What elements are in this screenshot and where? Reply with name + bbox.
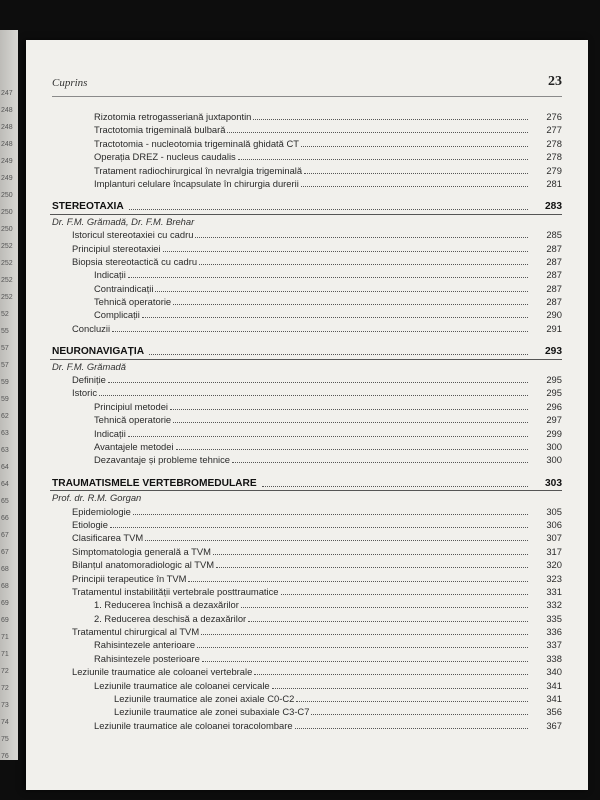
margin-page-number: 250	[1, 226, 13, 233]
toc-dot-leader	[173, 422, 528, 423]
toc-dot-leader	[227, 132, 528, 133]
toc-entry-title: Biopsia stereotactică cu cadru	[72, 255, 198, 267]
toc-entry	[50, 242, 562, 255]
toc-section-heading	[50, 345, 562, 358]
toc-page-number: 297	[546, 414, 562, 426]
margin-page-number: 252	[1, 243, 13, 250]
toc-page-number: 367	[546, 719, 562, 731]
toc-dot-leader	[213, 554, 528, 555]
toc-page-number: 290	[546, 309, 562, 321]
toc-page-number: 293	[545, 346, 562, 358]
toc-entry-title: Dr. F.M. Grămadă, Dr. F.M. Brehar	[52, 215, 195, 227]
toc-page-number: 281	[546, 177, 562, 189]
toc-page-number: 296	[546, 400, 562, 412]
toc-entry	[50, 518, 562, 531]
toc-page-number: 291	[546, 322, 562, 334]
book-page	[26, 40, 588, 790]
margin-page-number: 252	[1, 294, 13, 301]
toc-entry-title: Rahisintezele anterioare	[94, 639, 196, 651]
toc-dot-leader	[163, 251, 528, 252]
toc-dot-leader	[301, 186, 528, 187]
toc-entry-title: Tratamentul chirurgical al TVM	[72, 626, 200, 638]
toc-page-number: 300	[546, 454, 562, 466]
toc-entry-title: Leziunile traumatice ale coloanei vertebrale	[72, 666, 253, 678]
toc-dot-leader	[99, 395, 528, 396]
toc-page-number: 305	[546, 505, 562, 517]
toc-dot-leader	[232, 462, 528, 463]
toc-entry-title: STEREOTAXIA	[52, 201, 124, 213]
toc-dot-leader	[253, 119, 528, 120]
toc-entry-title: TRAUMATISMELE VERTEBROMEDULARE	[52, 477, 257, 489]
toc-page-number: 335	[546, 612, 562, 624]
toc-page-number: 300	[546, 440, 562, 452]
toc-entry-title: Rizotomia retrogasseriană juxtapontin	[94, 111, 252, 122]
toc-entry	[50, 558, 562, 571]
toc-entry	[50, 268, 562, 281]
toc-dot-leader	[188, 581, 528, 582]
toc-page-number: 283	[545, 201, 562, 213]
section-gap	[50, 335, 562, 345]
margin-page-number: 57	[1, 345, 9, 352]
margin-page-number: 64	[1, 481, 9, 488]
toc-dot-leader	[195, 237, 528, 238]
toc-dot-leader	[254, 674, 528, 675]
toc-entry-title: Epidemiologie	[72, 505, 131, 517]
toc-page-number: 331	[546, 585, 562, 597]
toc-entry	[50, 719, 562, 732]
toc-entry-title: Tehnică operatorie	[94, 414, 172, 426]
toc-dot-leader	[176, 449, 528, 450]
margin-page-number: 248	[1, 107, 13, 114]
toc-dot-leader	[142, 317, 528, 318]
toc-entry	[50, 295, 562, 308]
toc-entry	[50, 692, 562, 705]
toc-dot-leader	[296, 701, 528, 702]
toc-page-number: 295	[546, 387, 562, 399]
toc-page-number: 341	[546, 693, 562, 705]
toc-dot-leader	[128, 277, 528, 278]
toc-entry-title: 2. Reducerea deschisă a dezaxărilor	[94, 612, 247, 624]
toc-entry	[50, 572, 562, 585]
margin-page-number: 71	[1, 634, 9, 641]
previous-page-edge	[0, 30, 18, 760]
toc-dot-leader	[129, 209, 528, 210]
toc-dot-leader	[248, 621, 528, 622]
margin-page-number: 75	[1, 736, 9, 743]
toc-page-number: 306	[546, 518, 562, 530]
toc-entry	[50, 638, 562, 651]
margin-page-number: 55	[1, 328, 9, 335]
toc-entry-title: Etiologie	[72, 518, 108, 530]
margin-page-number: 249	[1, 158, 13, 165]
toc-entry-title: Complicații	[94, 309, 140, 321]
section-gap	[50, 190, 562, 200]
toc-entry	[50, 400, 562, 413]
toc-page-number: 287	[546, 242, 562, 254]
toc-entry	[50, 110, 562, 123]
toc-entry	[50, 123, 562, 136]
toc-page-number: 341	[546, 679, 562, 691]
toc-entry-title: Principii terapeutice în TVM	[72, 572, 187, 584]
toc-dot-leader	[241, 607, 528, 608]
toc-entry	[50, 598, 562, 611]
toc-dot-leader	[238, 159, 528, 160]
toc-dot-leader	[170, 409, 528, 410]
toc-entry-title: Rahisintezele posterioare	[94, 652, 200, 664]
margin-page-number: 65	[1, 498, 9, 505]
toc-dot-leader	[202, 661, 528, 662]
toc-entry	[50, 585, 562, 598]
toc-page-number: 278	[546, 137, 562, 149]
toc-page-number: 320	[546, 559, 562, 571]
margin-page-number: 69	[1, 600, 9, 607]
toc-dot-leader	[295, 728, 528, 729]
toc-entry-title: Tratament radiochirurgical în nevralgia trigeminală	[94, 164, 303, 176]
toc-dot-leader	[304, 173, 528, 174]
toc-page-number: 307	[546, 532, 562, 544]
toc-entry-title: Prof. dr. R.M. Gorgan	[52, 492, 142, 504]
toc-entry	[50, 386, 562, 399]
margin-page-number: 52	[1, 311, 9, 318]
toc-entry	[50, 150, 562, 163]
toc-dot-leader	[173, 304, 528, 305]
toc-page-number: 287	[546, 282, 562, 294]
margin-page-number: 68	[1, 566, 9, 573]
toc-entry	[50, 679, 562, 692]
toc-entry	[50, 228, 562, 241]
toc-entry	[50, 164, 562, 177]
margin-page-number: 72	[1, 685, 9, 692]
toc-page-number: 323	[546, 572, 562, 584]
toc-dot-leader	[301, 146, 528, 147]
toc-entry-title: Clasificarea TVM	[72, 532, 144, 544]
margin-page-number: 248	[1, 141, 13, 148]
toc-entry-title: Tehnică operatorie	[94, 296, 172, 308]
toc-dot-leader	[201, 634, 528, 635]
toc-page-number: 340	[546, 666, 562, 678]
toc-page-number: 287	[546, 255, 562, 267]
page-number: 23	[548, 74, 562, 89]
toc-entry-title: Indicații	[94, 427, 126, 439]
toc-entry-title: Indicații	[94, 269, 126, 281]
toc-entry	[50, 413, 562, 426]
toc-entry	[50, 612, 562, 625]
toc-page-number: 336	[546, 626, 562, 638]
toc-dot-leader	[110, 527, 528, 528]
margin-page-number: 64	[1, 464, 9, 471]
toc-entry-title: Dr. F.M. Grămadă	[52, 360, 126, 372]
toc-page-number: 303	[545, 477, 562, 489]
margin-page-number: 67	[1, 532, 9, 539]
margin-page-number: 59	[1, 379, 9, 386]
toc-page-number: 356	[546, 706, 562, 718]
margin-page-number: 250	[1, 209, 13, 216]
section-gap	[50, 467, 562, 477]
toc-entry-title: Principiul stereotaxiei	[72, 242, 161, 254]
toc-entry	[50, 177, 562, 190]
toc-section-heading	[50, 477, 562, 490]
toc-entry	[50, 531, 562, 544]
toc-entry-title: Istoric	[72, 387, 98, 399]
margin-page-number: 252	[1, 260, 13, 267]
toc-page-number: 317	[546, 545, 562, 557]
toc-entry-title: Leziunile traumatice ale zonei axiale C0-C2	[114, 693, 295, 705]
toc-dot-leader	[281, 594, 528, 595]
toc-page-number: 299	[546, 427, 562, 439]
margin-page-number: 63	[1, 447, 9, 454]
toc-entry	[50, 255, 562, 268]
toc-entry	[50, 427, 562, 440]
margin-page-number: 57	[1, 362, 9, 369]
toc-entry	[50, 505, 562, 518]
toc-entry-title: Implanturi celulare încapsulate în chirurgia durerii	[94, 177, 299, 189]
toc-entry	[50, 545, 562, 558]
toc-dot-leader	[199, 264, 528, 265]
section-title: Cuprins	[52, 77, 88, 89]
toc-dot-leader	[149, 354, 528, 355]
margin-page-number: 248	[1, 124, 13, 131]
margin-page-number: 247	[1, 90, 13, 97]
toc-entry-title: Operația DREZ - nucleus caudalis	[94, 151, 236, 163]
toc-entry-title: Principiul metodei	[94, 400, 168, 412]
toc-page-number: 279	[546, 164, 562, 176]
margin-page-number: 66	[1, 515, 9, 522]
toc-entry-title: Leziunile traumatice ale zonei subaxiale C3-C7	[114, 706, 310, 718]
toc-dot-leader	[272, 688, 528, 689]
toc-entry	[50, 440, 562, 453]
toc-dot-leader	[216, 567, 528, 568]
toc-entry	[50, 453, 562, 466]
toc-dot-leader	[197, 647, 528, 648]
margin-page-number: 72	[1, 668, 9, 675]
margin-page-number: 63	[1, 430, 9, 437]
margin-page-number: 59	[1, 396, 9, 403]
toc-page-number: 337	[546, 639, 562, 651]
margin-page-number: 74	[1, 719, 9, 726]
toc-dot-leader	[262, 486, 528, 487]
toc-page-number: 278	[546, 151, 562, 163]
toc-entry	[50, 282, 562, 295]
toc-entry-title: Bilanțul anatomoradiologic al TVM	[72, 559, 215, 571]
toc-page-number: 285	[546, 229, 562, 241]
toc-dot-leader	[145, 540, 528, 541]
toc-entry-title: Leziunile traumatice ale coloanei toracolombare	[94, 719, 293, 731]
toc-entry-title: Simptomatologia generală a TVM	[72, 545, 211, 557]
toc-entry-title: Avantajele metodei	[94, 440, 174, 452]
margin-page-number: 69	[1, 617, 9, 624]
toc-entry-title: Dezavantaje și probleme tehnice	[94, 454, 231, 466]
toc-page-number: 287	[546, 269, 562, 281]
margin-page-number: 76	[1, 753, 9, 760]
margin-page-number: 68	[1, 583, 9, 590]
toc-entry	[50, 652, 562, 665]
toc-entry-title: Tractotomia trigeminală bulbară	[94, 124, 226, 136]
toc-dot-leader	[155, 291, 528, 292]
toc-page-number: 338	[546, 652, 562, 664]
toc-section-heading	[50, 200, 562, 213]
margin-page-number: 71	[1, 651, 9, 658]
toc-entry	[50, 625, 562, 638]
toc-entry-title: Definiție	[72, 374, 106, 386]
table-of-contents	[50, 110, 562, 732]
toc-entry-title: 1. Reducerea închisă a dezaxărilor	[94, 599, 239, 611]
toc-entry-title: Leziunile traumatice ale coloanei cervicale	[94, 679, 270, 691]
toc-entry	[50, 705, 562, 718]
toc-author	[50, 359, 562, 373]
margin-page-number: 249	[1, 175, 13, 182]
toc-dot-leader	[108, 382, 528, 383]
margin-page-number: 62	[1, 413, 9, 420]
toc-dot-leader	[128, 436, 528, 437]
toc-dot-leader	[133, 514, 528, 515]
toc-entry-title: Concluzii	[72, 322, 111, 334]
toc-entry-title: Tratamentul instabilității vertebrale posttraumatice	[72, 585, 279, 597]
margin-page-number: 73	[1, 702, 9, 709]
toc-entry	[50, 665, 562, 678]
toc-entry	[50, 373, 562, 386]
toc-page-number: 277	[546, 124, 562, 136]
toc-dot-leader	[112, 331, 528, 332]
toc-entry	[50, 137, 562, 150]
toc-page-number: 295	[546, 374, 562, 386]
toc-author	[50, 214, 562, 228]
page-header	[52, 74, 562, 97]
toc-entry	[50, 322, 562, 335]
toc-entry-title: NEURONAVIGAȚIA	[52, 346, 145, 358]
toc-page-number: 332	[546, 599, 562, 611]
toc-entry-title: Tractotomia - nucleotomia trigeminală ghidată CT	[94, 137, 299, 149]
toc-page-number: 287	[546, 296, 562, 308]
margin-page-number: 250	[1, 192, 13, 199]
toc-page-number: 276	[546, 111, 562, 122]
toc-author	[50, 490, 562, 504]
margin-page-number: 252	[1, 277, 13, 284]
margin-page-number: 67	[1, 549, 9, 556]
toc-dot-leader	[311, 714, 528, 715]
toc-entry-title: Contraindicații	[94, 282, 154, 294]
toc-entry	[50, 308, 562, 321]
toc-entry-title: Istoricul stereotaxiei cu cadru	[72, 229, 194, 241]
